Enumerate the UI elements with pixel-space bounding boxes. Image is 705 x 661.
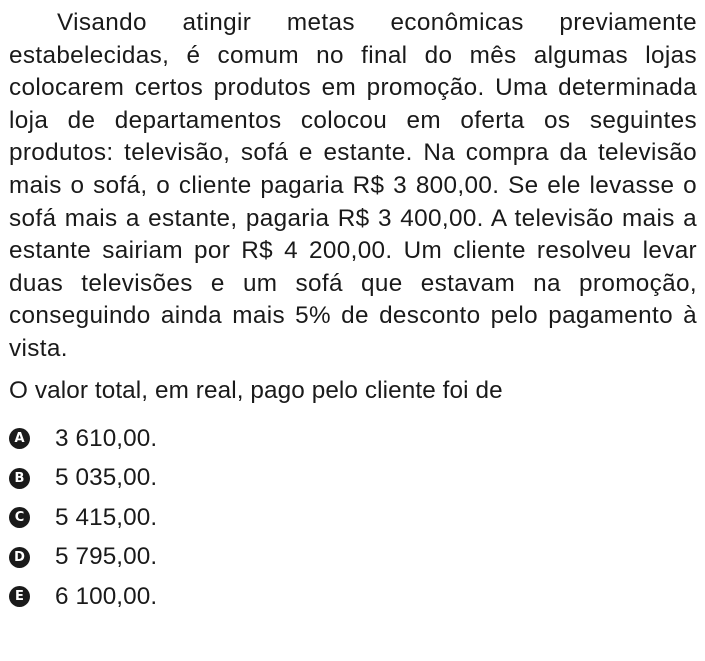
- answer-options: [9, 419, 697, 617]
- option-c[interactable]: [9, 498, 697, 538]
- option-d[interactable]: [9, 538, 697, 578]
- option-e[interactable]: [9, 577, 697, 617]
- option-a-text: 3 610,00.: [55, 424, 158, 452]
- option-b-text: 5 035,00.: [55, 464, 158, 492]
- option-c-text: 5 415,00.: [55, 503, 158, 531]
- option-e-letter-badge: E: [9, 586, 30, 607]
- question-stem: Visando atingir metas econômicas previamente estabelecidas, é comum no final do mês algumas lojas colocarem certos produtos em promoção. Uma determinada loja de departamentos colocou em oferta os seguintes produtos: televisão, sofá e estante. Na compra da televisão mais o sofá, o cliente pagaria R$ 3 800,00. Se ele levasse o sofá mais a estante, pagaria R$ 3 400,00. A televisão mais a estante sairiam por R$ 4 200,00. Um cliente resolveu levar duas televisões e um sofá que estavam na promoção, conseguindo ainda mais 5% de desconto pelo pagamento à vista.: [9, 9, 697, 362]
- question-prompt: O valor total, em real, pago pelo cliente foi de: [9, 376, 503, 404]
- option-a[interactable]: [9, 419, 697, 459]
- option-e-text: 6 100,00.: [55, 582, 158, 610]
- option-a-letter-badge: A: [9, 428, 30, 449]
- option-b-letter-badge: B: [9, 468, 30, 489]
- option-c-letter-badge: C: [9, 507, 30, 528]
- option-b[interactable]: [9, 459, 697, 499]
- question-block: [9, 7, 697, 617]
- option-d-text: 5 795,00.: [55, 543, 158, 571]
- option-d-letter-badge: D: [9, 547, 30, 568]
